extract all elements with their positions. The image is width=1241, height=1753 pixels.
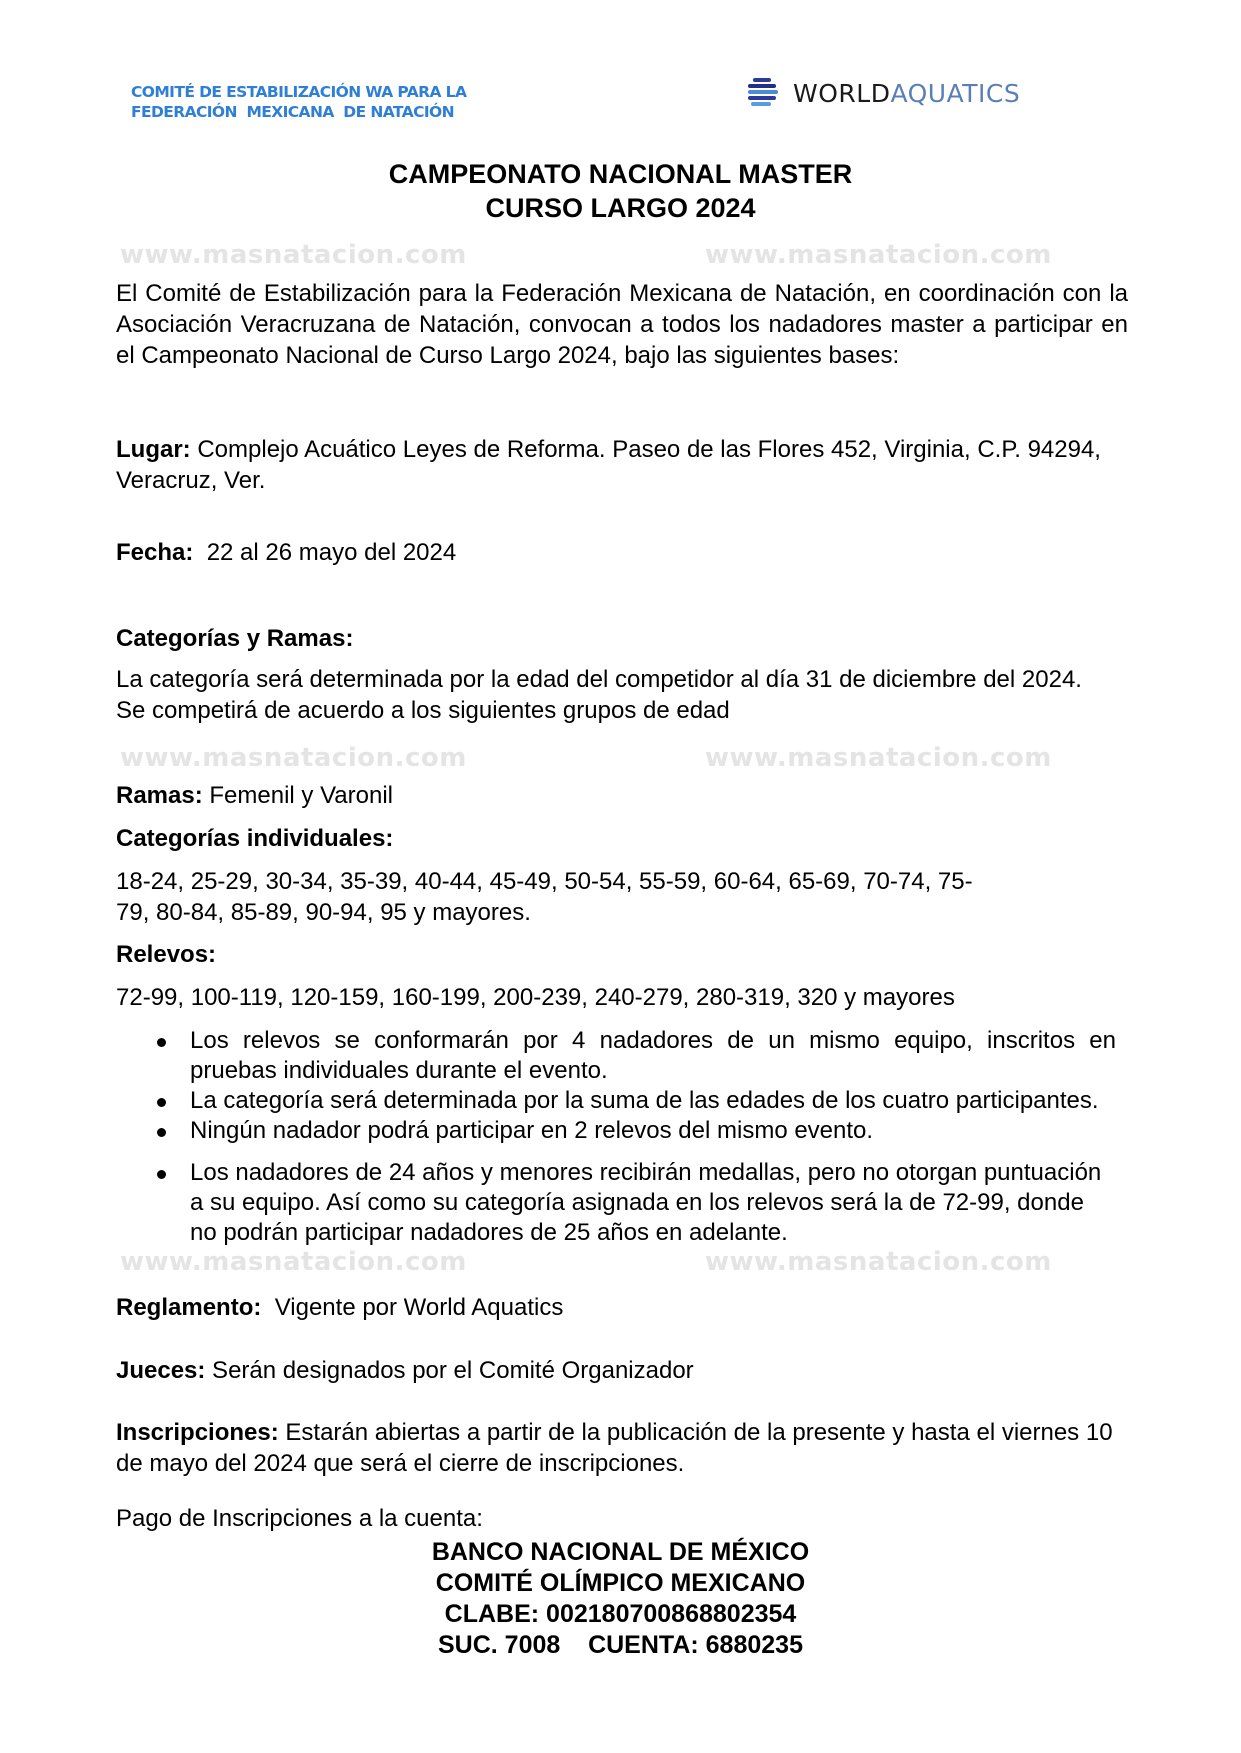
logo-aquatics-text: AQUATICS [890,78,1021,108]
watermark: www.masnatacion.com [120,743,467,773]
page-title-line-2: CURSO LARGO 2024 [485,193,756,223]
relevos-rule-text: La categoría será determinada por la suma de las edades de los cuatro participantes. [190,1087,1099,1114]
committee-header [131,82,466,122]
pago-intro: Pago de Inscripciones a la cuenta: [116,1505,483,1532]
page-title-line-1: CAMPEONATO NACIONAL MASTER [388,159,853,189]
ramas-value: Femenil y Varonil [202,782,394,809]
committee-line-1: COMITÉ DE ESTABILIZACIÓN WA PARA LA [131,83,467,101]
categorias-individuales-line-1: 18-24, 25-29, 30-34, 35-39, 40-44, 45-49, 50-54, 55-59, 60-64, 65-69, 70-74, 75- [116,868,973,895]
jueces-label: Jueces: [116,1357,206,1384]
watermark: www.masnatacion.com [705,743,1052,773]
inscripciones-section [116,1417,1116,1479]
lugar-section [116,434,1128,496]
watermark: www.masnatacion.com [120,240,467,270]
ramas-section [116,780,1128,811]
relevos-rule [116,1116,1116,1146]
sucursal-cuenta: SUC. 7008 CUENTA: 6880235 [438,1631,803,1659]
bullet-icon [157,1098,166,1107]
relevos-rule [116,1026,1116,1086]
bullet-icon [157,1038,166,1047]
logo-world-text: WORLD [793,78,891,108]
reglamento-value: Vigente por World Aquatics [261,1294,564,1321]
inscripciones-value: Estarán abiertas a partir de la publicación de la presente y hasta el viernes 10 de mayo del 2024 que será el cierre de inscripciones. [116,1419,1113,1477]
categorias-individuales-line-2: 79, 80-84, 85-89, 90-94, 95 y mayores. [116,899,531,926]
inscripciones-label: Inscripciones: [116,1419,279,1446]
relevos-rules-list [116,1026,1116,1248]
reglamento-section [116,1292,1128,1323]
bullet-icon [157,1170,166,1179]
categorias-ramas-text: La categoría será determinada por la edad del competidor al día 31 de diciembre del 2024. Se competirá de acuerdo a los siguientes grupos de edad [116,666,1082,724]
relevos-rule-text: Ningún nadador podrá participar en 2 relevos del mismo evento. [190,1117,874,1144]
clabe-number: CLABE: 002180700868802354 [444,1600,797,1628]
world-aquatics-wave-icon [745,75,781,111]
categorias-ramas-heading: Categorías y Ramas: [116,625,354,652]
relevos-rule [116,1086,1116,1116]
relevos-groups: 72-99, 100-119, 120-159, 160-199, 200-239, 240-279, 280-319, 320 y mayores [116,984,955,1011]
jueces-value: Serán designados por el Comité Organizador [205,1357,694,1384]
world-aquatics-wordmark [793,78,1021,108]
lugar-label: Lugar: [116,436,191,463]
bank-name: BANCO NACIONAL DE MÉXICO [431,1538,810,1566]
account-holder: COMITÉ OLÍMPICO MEXICANO [435,1569,806,1597]
watermark: www.masnatacion.com [120,1247,467,1277]
fecha-section [116,537,1128,568]
jueces-section [116,1355,1128,1386]
categorias-individuales-heading: Categorías individuales: [116,825,394,852]
lugar-value: Complejo Acuático Leyes de Reforma. Paseo de las Flores 452, Virginia, C.P. 94294, Veracruz, Ver. [116,436,1101,494]
intro-paragraph: El Comité de Estabilización para la Federación Mexicana de Natación, en coordinación con la Asociación Veracruzana de Natación, convocan a todos los nadadores master a participar en el Campeonato Nacional de Curso Largo 2024, bajo las siguientes bases: [116,280,1128,369]
reglamento-label: Reglamento: [116,1294,262,1321]
watermark: www.masnatacion.com [705,1247,1052,1277]
watermark: www.masnatacion.com [705,240,1052,270]
fecha-label: Fecha: [116,539,194,566]
relevos-rule-text: Los relevos se conformarán por 4 nadadores de un mismo equipo, inscritos en pruebas individuales durante el evento. [190,1027,1116,1084]
bullet-icon [157,1128,166,1137]
committee-line-2: FEDERACIÓN MEXICANA DE NATACIÓN [131,103,454,121]
relevos-rule [116,1158,1116,1248]
ramas-label: Ramas: [116,782,203,809]
fecha-value: 22 al 26 mayo del 2024 [193,539,457,566]
relevos-rule-text: Los nadadores de 24 años y menores recibirán medallas, pero no otorgan puntuación a su equipo. Así como su categoría asignada en los relevos será la de 72-99, donde no podrán participar nadadores de 25 años en adelante. [190,1159,1102,1246]
relevos-heading: Relevos: [116,941,217,968]
world-aquatics-logo [745,75,1020,111]
